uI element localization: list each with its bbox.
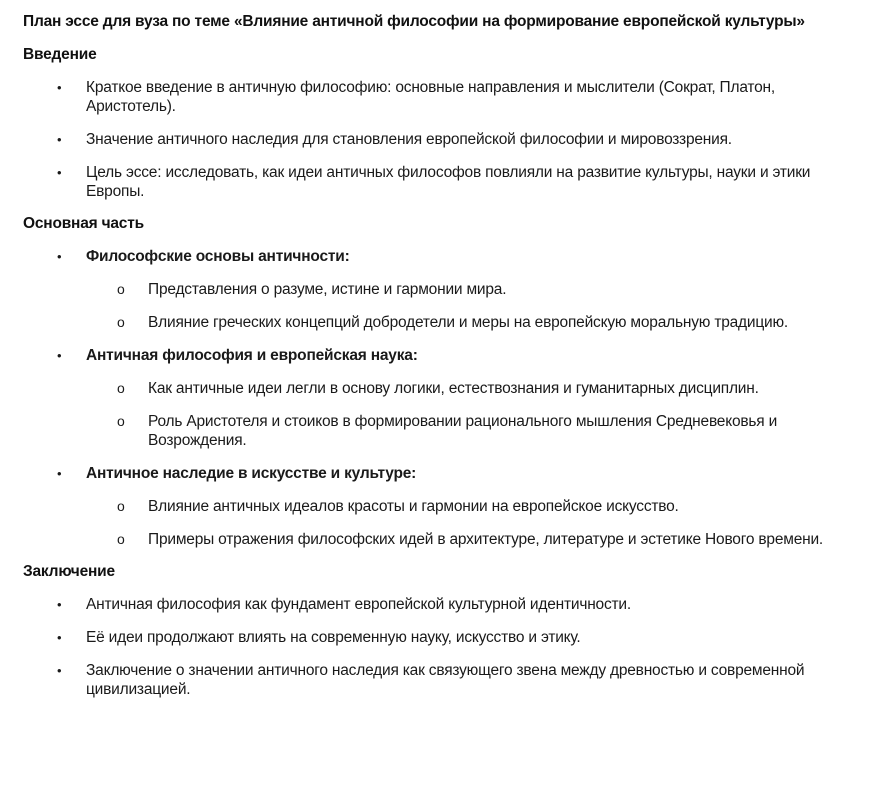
list-item xyxy=(23,628,846,647)
bullet-icon: • xyxy=(57,165,62,180)
sublist xyxy=(86,497,846,549)
bullet-icon: • xyxy=(57,132,62,147)
bullet-icon: • xyxy=(57,348,62,363)
list-item xyxy=(23,130,846,149)
bullet-icon: • xyxy=(57,597,62,612)
sublist xyxy=(86,280,846,332)
section-heading-conclusion: Заключение xyxy=(23,563,115,580)
section-heading-main-part: Основная часть xyxy=(23,215,144,232)
list-item xyxy=(23,464,846,549)
sublist-item xyxy=(86,530,848,549)
bullet-icon: • xyxy=(57,249,62,264)
list-item xyxy=(23,78,846,116)
circle-bullet-icon: o xyxy=(117,498,125,514)
sublist-item-text: Влияние античных идеалов красоты и гармонии на европейское искусство. xyxy=(148,498,679,515)
list-item xyxy=(23,595,846,614)
list-item-text: Заключение о значении античного наследия как связующего звена между древностью и современной цивилизацией. xyxy=(86,662,805,698)
bullet-icon: • xyxy=(57,80,62,95)
circle-bullet-icon: o xyxy=(117,281,125,297)
sublist-item-text: Влияние греческих концепций добродетели и меры на европейскую моральную традицию. xyxy=(148,314,789,331)
list-item-text: Цель эссе: исследовать, как идеи античных философов повлияли на развитие культуры, науки и этики Европы. xyxy=(86,164,811,200)
sublist-item-text: Как античные идеи легли в основу логики, естествознания и гуманитарных дисциплин. xyxy=(148,380,759,397)
list-item-text: Краткое введение в античную философию: основные направления и мыслители (Сократ, Платон, Аристотель). xyxy=(86,79,776,115)
list-item-text: Значение античного наследия для становления европейской философии и мировоззрения. xyxy=(86,131,732,148)
list-item-text: Её идеи продолжают влиять на современную науку, искусство и этику. xyxy=(86,629,581,646)
sublist-item-text: Примеры отражения философских идей в архитектуре, литературе и эстетике Нового времени. xyxy=(148,531,824,548)
list-item xyxy=(23,163,846,201)
subsection-title: Античное наследие в искусстве и культуре: xyxy=(86,465,417,482)
list-item-text: Античная философия как фундамент европейской культурной идентичности. xyxy=(86,596,631,613)
bullet-icon: • xyxy=(57,466,62,481)
subsection-title: Философские основы античности: xyxy=(86,248,350,265)
sublist-item xyxy=(86,379,848,398)
subsection-title: Античная философия и европейская наука: xyxy=(86,347,418,364)
sublist-item xyxy=(86,313,848,332)
list-item xyxy=(23,247,846,332)
circle-bullet-icon: o xyxy=(117,531,125,547)
sublist-item xyxy=(86,497,848,516)
sublist xyxy=(86,379,846,450)
sublist-item xyxy=(86,280,848,299)
circle-bullet-icon: o xyxy=(117,314,125,330)
list-item xyxy=(23,346,846,450)
introduction-list xyxy=(23,78,871,201)
document-title: План эссе для вуза по теме «Влияние античной философии на формирование европейской культуры» xyxy=(23,13,805,30)
circle-bullet-icon: o xyxy=(117,380,125,396)
bullet-icon: • xyxy=(57,630,62,645)
list-item xyxy=(23,661,846,699)
sublist-item xyxy=(86,412,848,450)
bullet-icon: • xyxy=(57,663,62,678)
main-part-list xyxy=(23,247,871,549)
circle-bullet-icon: o xyxy=(117,413,125,429)
sublist-item-text: Представления о разуме, истине и гармонии мира. xyxy=(148,281,507,298)
section-heading-introduction: Введение xyxy=(23,46,97,63)
sublist-item-text: Роль Аристотеля и стоиков в формировании рационального мышления Средневековья и Возрождения. xyxy=(148,413,778,449)
conclusion-list xyxy=(23,595,871,699)
